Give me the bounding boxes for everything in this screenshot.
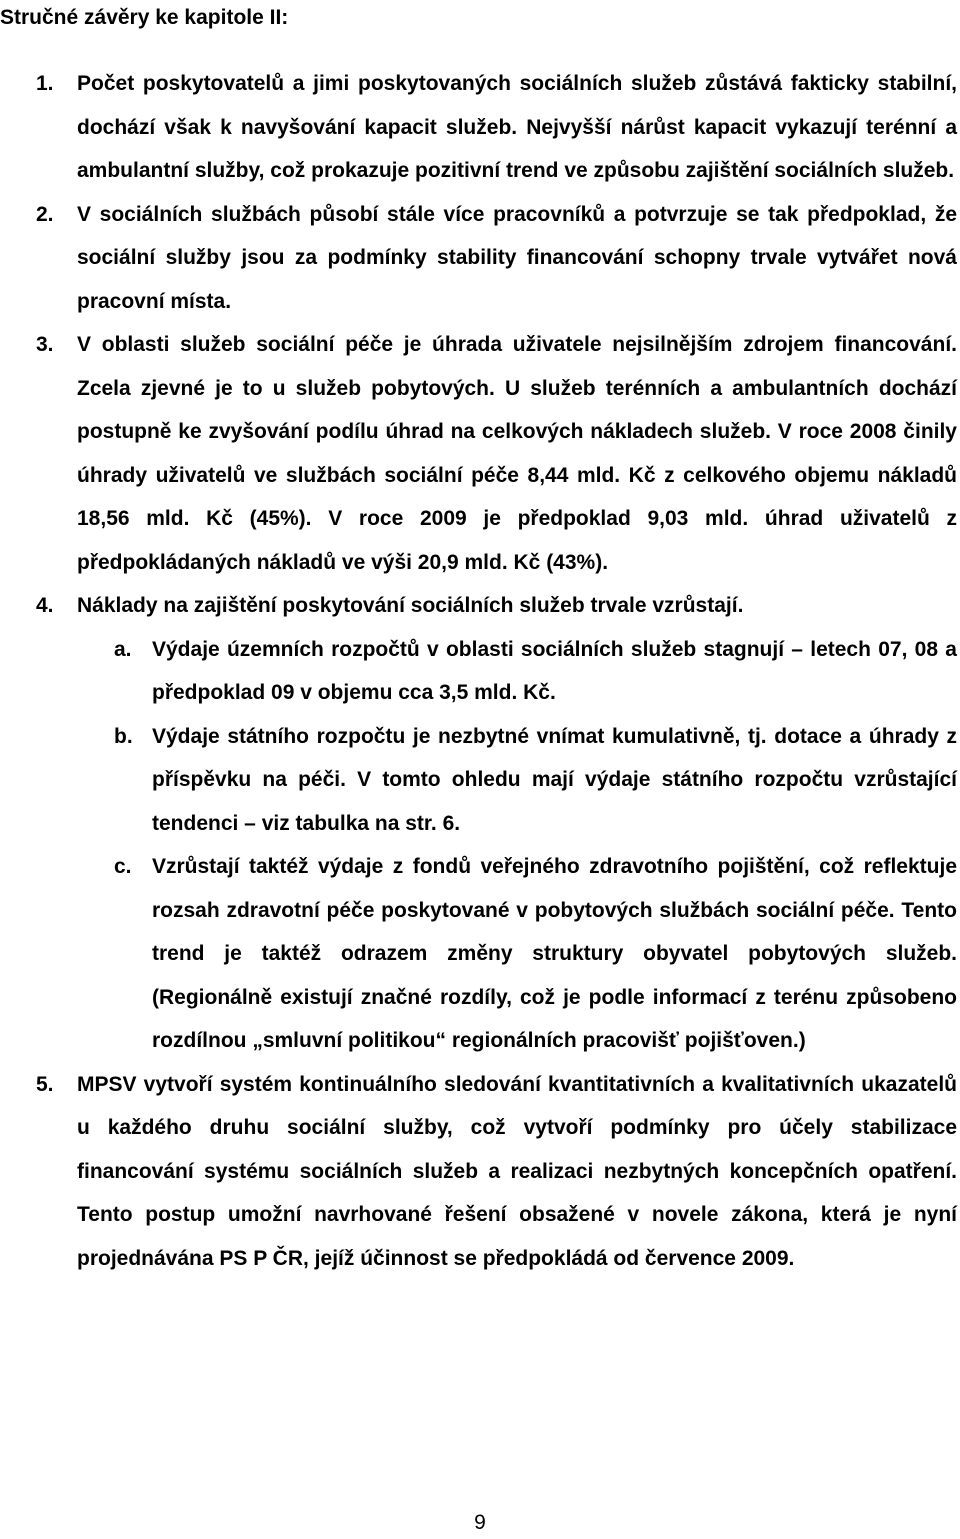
section-heading: Stručné závěry ke kapitole II: bbox=[0, 6, 289, 29]
conclusions-list bbox=[0, 62, 960, 1280]
item-text: Počet poskytovatelů a jimi poskytovaných sociálních služeb zůstává fakticky stabilní, dochází však k navyšování kapacit služeb. Nejvyšší nárůst kapacit vykazují terénní a ambulantní služby, což prokazuje pozitivní trend ve způsobu zajištění sociálních služeb. bbox=[77, 72, 957, 182]
list-item bbox=[0, 62, 957, 193]
item-text: V sociálních službách působí stále více pracovníků a potvrzuje se tak předpoklad, že sociální služby jsou za podmínky stability financování schopny trvale vytvářet nová pracovní místa. bbox=[77, 202, 957, 313]
sub-list-item bbox=[0, 628, 957, 715]
list-item bbox=[0, 584, 957, 628]
item-number: 2. bbox=[36, 202, 54, 226]
sub-item-text: Vzrůstají taktéž výdaje z fondů veřejného zdravotního pojištění, což reflektuje rozsah zdravotní péče poskytované v pobytových službách sociální péče. Tento trend je taktéž odrazem změny struktury obyvatel pobytových služeb. (Regionálně existují značné rozdíly, což je podle informací z terénu způsobeno rozdílnou „smluvní politikou“ regionálních pracovišť pojišťoven.) bbox=[152, 855, 957, 1052]
item-text: MPSV vytvoří systém kontinuálního sledování kvantitativních a kvalitativních ukazatelů u každého druhu sociální služby, což vytvoří podmínky pro účely stabilizace financování systému sociálních služeb a realizaci nezbytných koncepčních opatření. Tento postup umožní navrhované řešení obsažené v novele zákona, která je nyní projednávána PS P ČR, jejíž účinnost se předpokládá od července 2009. bbox=[77, 1072, 957, 1270]
sub-item-letter: a. bbox=[114, 637, 132, 661]
list-item bbox=[0, 193, 957, 324]
list-item bbox=[0, 1063, 957, 1281]
item-text: V oblasti služeb sociální péče je úhrada uživatele nejsilnějším zdrojem financování. Zcela zjevné je to u služeb pobytových. U služeb terénních a ambulantních dochází postupně ke zvyšování podílu úhrad na celkových nákladech služeb. V roce 2008 činily úhrady uživatelů ve službách sociální péče 8,44 mld. Kč z celkového objemu nákladů 18,56 mld. Kč (45%). V roce 2009 je předpoklad 9,03 mld. úhrad uživatelů z předpokládaných nákladů ve výši 20,9 mld. Kč (43%). bbox=[77, 333, 957, 574]
item-number: 1. bbox=[36, 72, 54, 95]
sub-item-letter: b. bbox=[114, 724, 133, 748]
sub-list-item bbox=[0, 845, 957, 1063]
sub-item-text: Výdaje územních rozpočtů v oblasti sociálních služeb stagnují – letech 07, 08 a předpoklad 09 v objemu cca 3,5 mld. Kč. bbox=[152, 637, 957, 704]
item-number: 4. bbox=[36, 594, 54, 617]
page-number: 9 bbox=[474, 1511, 486, 1534]
item-text: Náklady na zajištění poskytování sociálních služeb trvale vzrůstají. bbox=[77, 594, 744, 617]
item-number: 3. bbox=[36, 333, 54, 356]
sub-item-letter: c. bbox=[114, 855, 132, 878]
item-number: 5. bbox=[36, 1072, 54, 1096]
sub-list-item bbox=[0, 715, 957, 846]
sub-item-text: Výdaje státního rozpočtu je nezbytné vnímat kumulativně, tj. dotace a úhrady z příspěvku na péči. V tomto ohledu mají výdaje státního rozpočtu vzrůstající tendenci – viz tabulka na str. 6. bbox=[152, 724, 957, 835]
list-item bbox=[0, 323, 957, 584]
